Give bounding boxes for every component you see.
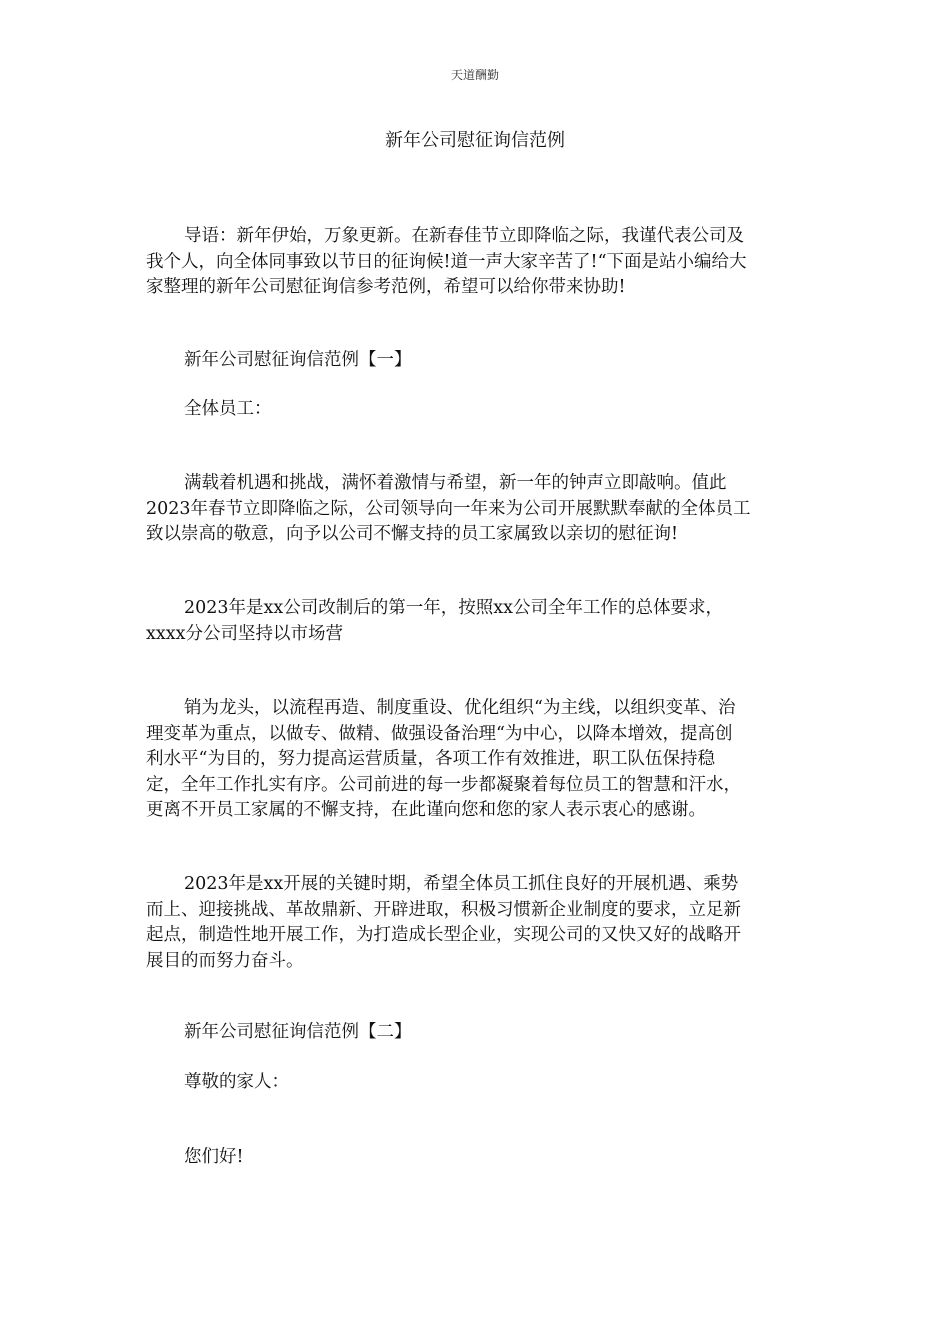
- text-line: 定，全年工作扎实有序。公司前进的每一步都凝聚着每位员工的智慧和汗水，: [146, 774, 741, 795]
- text-line: 起点，制造性地开展工作，为打造成长型企业，实现公司的又快又好的战略开: [146, 925, 741, 946]
- text-line: xxxx分公司坚持以市场营: [146, 623, 343, 644]
- text-line: 2023年是xx公司改制后的第一年，按照xx公司全年工作的总体要求，: [184, 598, 724, 618]
- text-line: 您们好!: [184, 1147, 244, 1167]
- text-line: 致以崇高的敬意，向予以公司不懈支持的员工家属致以亲切的慰征询!: [146, 524, 679, 545]
- page-header: 天道酬勤: [450, 68, 499, 82]
- paragraph: [146, 224, 810, 301]
- text-line: 2023年春节立即降临之际，公司领导向一年来为公司开展默默奉献的全体员工: [146, 498, 751, 519]
- text-line: 理变革为重点，以做专、做精、做强设备治理“为中心，以降本增效，提高创: [146, 723, 733, 744]
- text-line: 新年公司慰征询信范例【二】: [184, 1022, 412, 1042]
- paragraph: [146, 1070, 810, 1096]
- paragraph: [146, 596, 810, 647]
- text-line: 新年公司慰征询信范例【一】: [184, 350, 412, 370]
- text-line: 我个人，向全体同事致以节日的征询候!道一声大家辛苦了!“下面是站小编给大: [146, 251, 747, 272]
- text-line: 满载着机遇和挑战，满怀着激情与希望，新一年的钟声立即敲响。值此: [184, 473, 727, 493]
- document-title: 新年公司慰征询信范例: [385, 130, 565, 151]
- text-line: 销为龙头，以流程再造、制度重设、优化组织“为主线，以组织变革、治: [184, 698, 736, 718]
- paragraph: [146, 397, 810, 423]
- text-line: 而上、迎接挑战、革故鼎新、开辟进取，积极习惯新企业制度的要求，立足新: [146, 899, 741, 920]
- paragraph: [146, 471, 810, 548]
- text-line: 利水平“为目的，努力提高运营质量，各项工作有效推进，职工队伍保持稳: [146, 749, 715, 770]
- text-line: 展目的而努力奋斗。: [146, 950, 304, 971]
- text-line: 尊敬的家人：: [184, 1072, 289, 1092]
- text-line: 导语：新年伊始，万象更新。在新春佳节立即降临之际，我谨代表公司及: [184, 226, 744, 246]
- paragraph: [146, 872, 810, 974]
- paragraph: [146, 1145, 810, 1171]
- section-heading: [146, 1020, 810, 1046]
- text-line: 更离不开员工家属的不懈支持，在此谨向您和您的家人表示衷心的感谢。: [146, 800, 706, 821]
- text-line: 2023年是xx开展的关键时期，希望全体员工抓住良好的开展机遇、乘势: [184, 874, 739, 894]
- section-heading: [146, 348, 810, 374]
- text-line: 家整理的新年公司慰征询信参考范例，希望可以给你带来协助!: [146, 277, 626, 298]
- paragraph: [146, 696, 810, 824]
- text-line: 全体员工：: [184, 399, 272, 419]
